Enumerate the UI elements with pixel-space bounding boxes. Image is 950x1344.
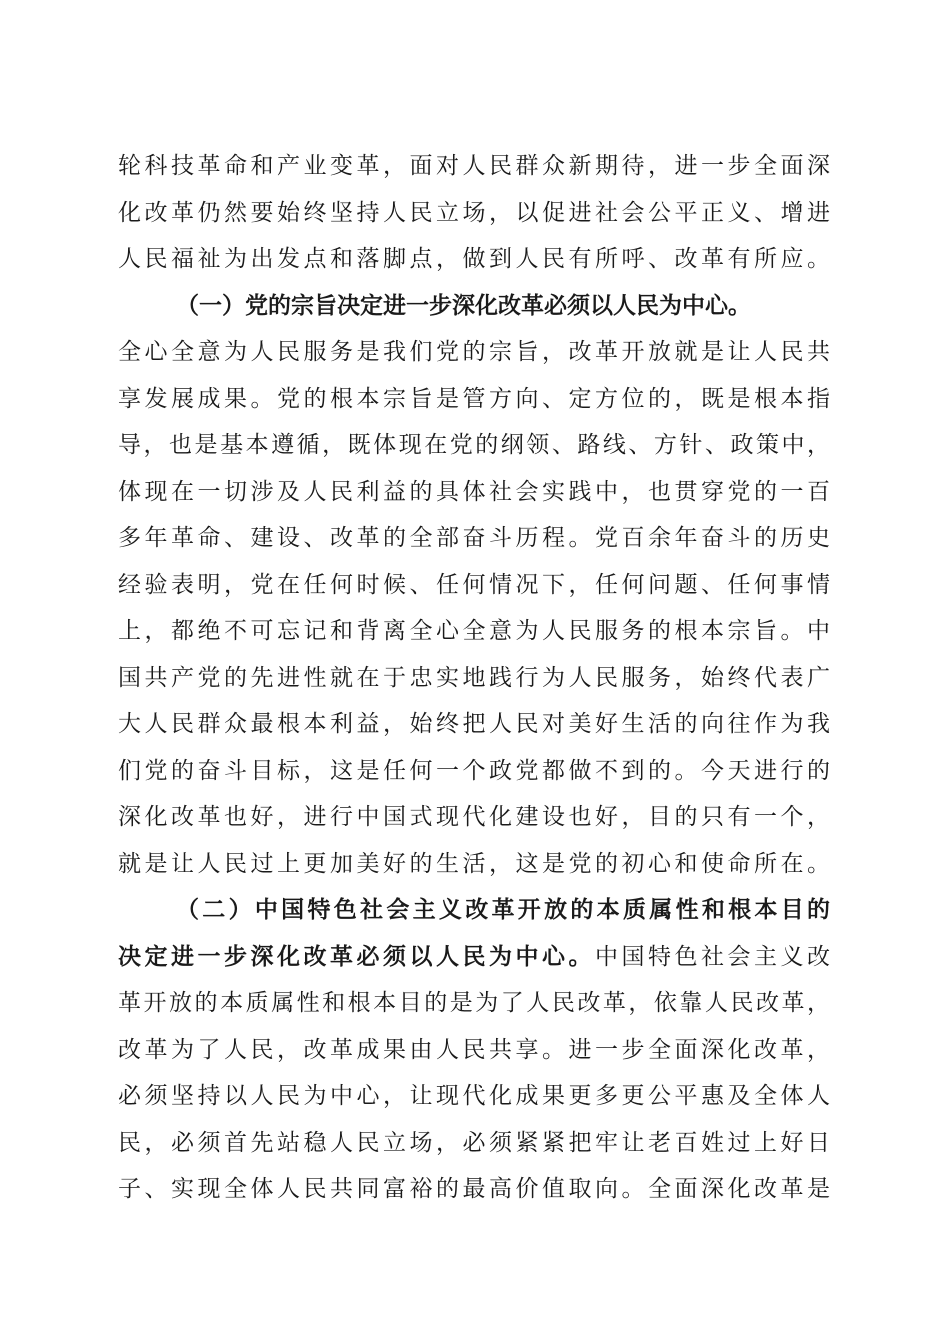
- section-one-line: 多年革命、建设、改革的全部奋斗历程。党百余年奋斗的历史: [118, 525, 830, 551]
- intro-line-1: 轮科技革命和产业变革，面对人民群众新期待，进一步全面深: [118, 153, 830, 179]
- section-two-heading-end: 决定进一步深化改革必须以人民为中心。: [118, 942, 595, 970]
- section-one-line: 全心全意为人民服务是我们党的宗旨，改革开放就是让人民共: [118, 339, 830, 365]
- section-two-text-start: 中国特色社会主义改: [595, 943, 830, 970]
- section-one-line: 就是让人民过上更加美好的生活，这是党的初心和使命所在。: [118, 850, 830, 877]
- section-two-heading-continued: [118, 934, 830, 981]
- section-one-line: 上，都绝不可忘记和背离全心全意为人民服务的根本宗旨。中: [118, 618, 830, 644]
- intro-line-3: 人民福祉为出发点和落脚点，做到人民有所呼、改革有所应。: [118, 246, 830, 272]
- section-two-line: 子、实现全体人民共同富裕的最高价值取向。全面深化改革是: [118, 1176, 830, 1202]
- document-body: [118, 143, 830, 1213]
- section-one-line: 大人民群众最根本利益，始终把人民对美好生活的向往作为我: [118, 711, 830, 737]
- section-two-line: 革开放的本质属性和根本目的是为了人民改革，依靠人民改革，: [118, 990, 830, 1016]
- section-one-heading: （一）党的宗旨决定进一步深化改革必须以人民为中心。: [176, 291, 751, 319]
- section-two-heading: （二）中国特色社会主义改革开放的本质属性和根本目的: [176, 896, 830, 923]
- intro-line-2: 化改革仍然要始终坚持人民立场，以促进社会公平正义、增进: [118, 199, 830, 226]
- section-one-line: 们党的奋斗目标，这是任何一个政党都做不到的。今天进行的: [118, 757, 830, 784]
- section-two-line: 民，必须首先站稳人民立场，必须紧紧把牢让老百姓过上好日: [118, 1129, 830, 1156]
- section-one-line: 深化改革也好，进行中国式现代化建设也好，目的只有一个，: [118, 804, 830, 830]
- section-one-line: 经验表明，党在任何时候、任何情况下，任何问题、任何事情: [118, 571, 830, 598]
- section-one-line: 享发展成果。党的根本宗旨是管方向、定方位的，既是根本指: [118, 385, 830, 412]
- section-one-line: 导，也是基本遵循，既体现在党的纲领、路线、方针、政策中，: [118, 432, 830, 458]
- section-one-line: 体现在一切涉及人民利益的具体社会实践中，也贯穿党的一百: [118, 478, 830, 505]
- section-two-line: 必须坚持以人民为中心，让现代化成果更多更公平惠及全体人: [118, 1083, 830, 1109]
- section-one-line: 国共产党的先进性就在于忠实地践行为人民服务，始终代表广: [118, 664, 830, 691]
- section-two-line: 改革为了人民，改革成果由人民共享。进一步全面深化改革，: [118, 1036, 830, 1063]
